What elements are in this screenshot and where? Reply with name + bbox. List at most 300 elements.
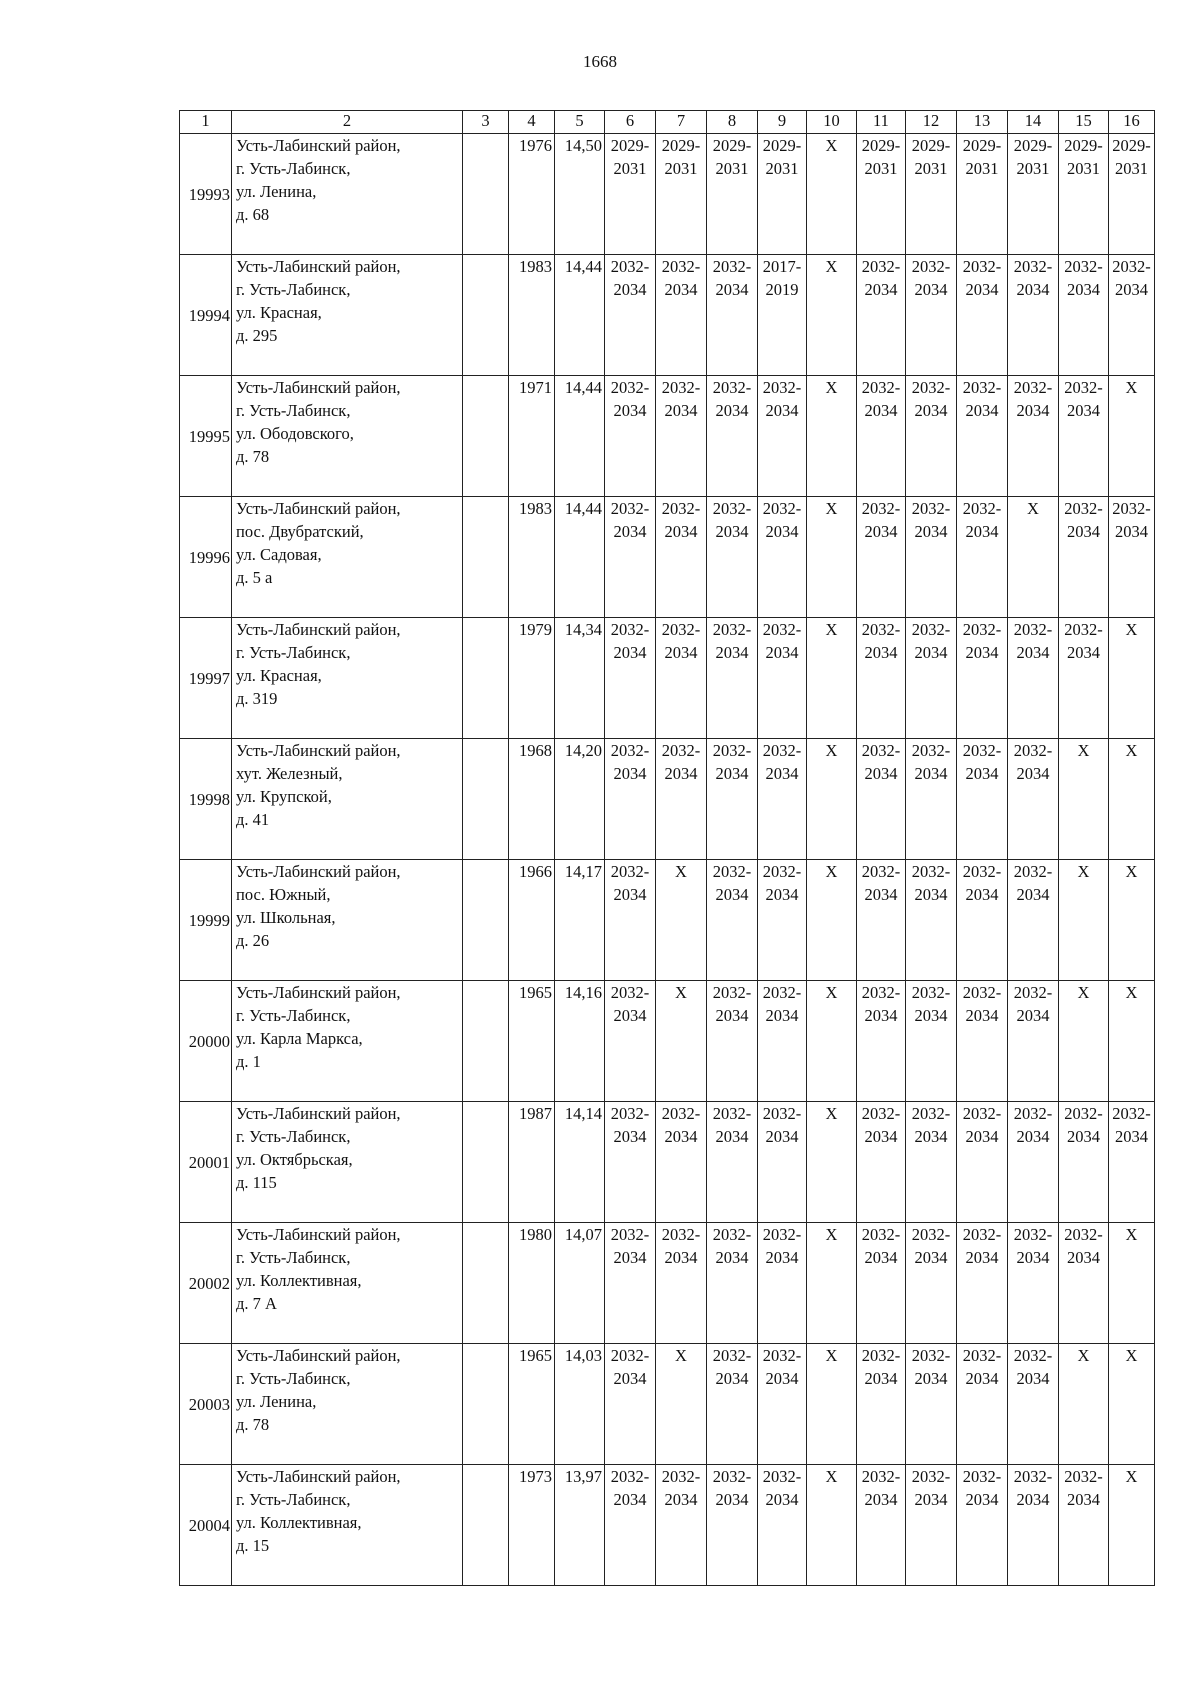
period-cell-col-12 <box>906 134 957 255</box>
period-cell-col-16 <box>1109 739 1155 860</box>
period-cell-col-8 <box>707 1465 758 1586</box>
period-line: 2032- <box>861 983 901 1002</box>
period-cell-col-16 <box>1109 376 1155 497</box>
column-3-cell <box>463 1223 509 1344</box>
period-line: X <box>1125 1346 1138 1365</box>
period-line: 2017- <box>762 257 802 276</box>
period-line: 2034 <box>914 885 948 904</box>
column-header-3: 3 <box>463 111 509 134</box>
address-line: ул. Ленина, <box>236 182 317 201</box>
period-line: 2034 <box>1016 1127 1050 1146</box>
period-line: X <box>825 378 838 397</box>
period-cell-col-11 <box>857 134 906 255</box>
period-line: 2032- <box>1064 1225 1103 1244</box>
period-cell-col-8 <box>707 1102 758 1223</box>
address-line: д. 78 <box>236 1415 270 1434</box>
period-line: 2032- <box>861 862 901 881</box>
row-number: 20004 <box>180 1465 232 1586</box>
column-3-cell <box>463 981 509 1102</box>
address-line: ул. Крупской, <box>236 787 332 806</box>
period-line: 2034 <box>914 1127 948 1146</box>
column-header-4: 4 <box>509 111 555 134</box>
period-cell-col-15 <box>1059 860 1109 981</box>
period-line: 2034 <box>1016 885 1050 904</box>
period-cell-col-16 <box>1109 981 1155 1102</box>
period-line: 2034 <box>613 885 647 904</box>
row-number: 20002 <box>180 1223 232 1344</box>
period-cell-col-7 <box>656 497 707 618</box>
period-line: 2032- <box>1013 257 1053 276</box>
period-line: 2034 <box>715 401 749 420</box>
period-line: 2034 <box>1067 1127 1100 1146</box>
period-line: 2034 <box>864 885 898 904</box>
period-line: X <box>1125 983 1138 1002</box>
address-line: Усть-Лабинский район, <box>236 620 401 639</box>
period-line: 2032- <box>610 1346 650 1365</box>
period-line: 2029- <box>911 136 951 155</box>
period-cell-col-13 <box>957 860 1008 981</box>
period-cell-col-6 <box>605 618 656 739</box>
period-cell-col-16 <box>1109 618 1155 739</box>
row-number: 20001 <box>180 1102 232 1223</box>
address-line: Усть-Лабинский район, <box>236 499 401 518</box>
address-line: Усть-Лабинский район, <box>236 1467 401 1486</box>
period-line: 2034 <box>613 401 647 420</box>
address-line: ул. Садовая, <box>236 545 322 564</box>
year-cell: 1973 <box>509 1465 555 1586</box>
year-cell: 1980 <box>509 1223 555 1344</box>
period-cell-col-11 <box>857 860 906 981</box>
column-header-5: 5 <box>555 111 605 134</box>
year-cell: 1983 <box>509 497 555 618</box>
period-cell-col-9 <box>758 618 807 739</box>
address-cell <box>232 739 463 860</box>
period-cell-col-13 <box>957 618 1008 739</box>
address-line: ул. Школьная, <box>236 908 336 927</box>
period-line: 2034 <box>914 401 948 420</box>
period-line: 2034 <box>864 1490 898 1509</box>
period-line: 2034 <box>765 1490 799 1509</box>
period-cell-col-16 <box>1109 497 1155 618</box>
address-line: Усть-Лабинский район, <box>236 136 401 155</box>
period-line: 2034 <box>1016 1369 1050 1388</box>
period-cell-col-12 <box>906 1465 957 1586</box>
year-cell: 1987 <box>509 1102 555 1223</box>
table-row <box>180 860 1155 981</box>
column-header-16: 16 <box>1109 111 1155 134</box>
period-cell-col-15 <box>1059 376 1109 497</box>
column-3-cell <box>463 739 509 860</box>
period-line: 2031 <box>1115 159 1148 178</box>
period-cell-col-15 <box>1059 1102 1109 1223</box>
period-line: 2032- <box>962 1346 1002 1365</box>
period-line: 2034 <box>864 280 898 299</box>
period-line: 2029- <box>661 136 701 155</box>
period-line: 2032- <box>861 257 901 276</box>
period-line: X <box>1077 1346 1090 1365</box>
period-line: 2032- <box>962 257 1002 276</box>
period-line: 2032- <box>861 741 901 760</box>
address-line: ул. Ленина, <box>236 1392 317 1411</box>
period-cell-col-15 <box>1059 1344 1109 1465</box>
period-line: 2032- <box>1064 499 1103 518</box>
period-line: 2029- <box>762 136 802 155</box>
period-line: 2029- <box>962 136 1002 155</box>
period-line: 2032- <box>861 1225 901 1244</box>
period-cell-col-13 <box>957 1223 1008 1344</box>
period-cell-col-13 <box>957 255 1008 376</box>
address-line: пос. Южный, <box>236 885 331 904</box>
period-cell-col-9 <box>758 1223 807 1344</box>
period-line: 2034 <box>965 885 999 904</box>
address-cell <box>232 1102 463 1223</box>
period-cell-col-8 <box>707 497 758 618</box>
address-line: д. 5 а <box>236 568 273 587</box>
period-line: 2032- <box>1112 257 1151 276</box>
period-cell-col-11 <box>857 1344 906 1465</box>
period-cell-col-7 <box>656 739 707 860</box>
value-cell: 14,20 <box>555 739 605 860</box>
period-line: 2034 <box>765 764 799 783</box>
period-line: 2031 <box>1016 159 1050 178</box>
period-cell-col-8 <box>707 1344 758 1465</box>
row-number: 19996 <box>180 497 232 618</box>
period-line: 2032- <box>1013 983 1053 1002</box>
period-line: 2034 <box>1115 280 1148 299</box>
period-cell-col-6 <box>605 255 656 376</box>
period-line: 2032- <box>861 1104 901 1123</box>
value-cell: 13,97 <box>555 1465 605 1586</box>
year-cell: 1983 <box>509 255 555 376</box>
address-line: д. 41 <box>236 810 270 829</box>
period-line: 2034 <box>715 1127 749 1146</box>
period-cell-col-10 <box>807 1344 857 1465</box>
period-line: 2032- <box>1013 1467 1053 1486</box>
period-line: 2032- <box>610 1467 650 1486</box>
period-cell-col-7 <box>656 255 707 376</box>
column-header-7: 7 <box>656 111 707 134</box>
period-cell-col-8 <box>707 134 758 255</box>
period-cell-col-13 <box>957 1102 1008 1223</box>
address-cell <box>232 1223 463 1344</box>
period-cell-col-7 <box>656 1344 707 1465</box>
period-cell-col-13 <box>957 1465 1008 1586</box>
period-line: 2032- <box>1064 1467 1103 1486</box>
period-line: X <box>1125 1225 1138 1244</box>
period-line: 2032- <box>712 741 752 760</box>
period-cell-col-9 <box>758 1344 807 1465</box>
period-line: 2031 <box>715 159 749 178</box>
period-line: 2032- <box>962 862 1002 881</box>
year-cell: 1979 <box>509 618 555 739</box>
period-cell-col-6 <box>605 1102 656 1223</box>
period-cell-col-11 <box>857 255 906 376</box>
period-line: 2032- <box>911 1225 951 1244</box>
table-row <box>180 1102 1155 1223</box>
address-line: ул. Ободовского, <box>236 424 354 443</box>
period-cell-col-8 <box>707 739 758 860</box>
period-cell-col-9 <box>758 255 807 376</box>
period-line: 2034 <box>1067 1490 1100 1509</box>
period-cell-col-11 <box>857 376 906 497</box>
period-line: 2032- <box>762 620 802 639</box>
period-line: 2034 <box>664 643 698 662</box>
period-cell-col-15 <box>1059 739 1109 860</box>
value-cell: 14,14 <box>555 1102 605 1223</box>
year-cell: 1965 <box>509 1344 555 1465</box>
address-cell <box>232 255 463 376</box>
period-cell-col-9 <box>758 134 807 255</box>
address-cell <box>232 1465 463 1586</box>
period-line: 2032- <box>712 499 752 518</box>
period-line: 2032- <box>762 741 802 760</box>
period-cell-col-10 <box>807 860 857 981</box>
address-line: ул. Коллективная, <box>236 1513 362 1532</box>
period-line: 2032- <box>1013 620 1053 639</box>
period-cell-col-12 <box>906 1223 957 1344</box>
period-line: 2032- <box>1064 620 1103 639</box>
period-cell-col-9 <box>758 376 807 497</box>
value-cell: 14,34 <box>555 618 605 739</box>
period-line: 2034 <box>715 643 749 662</box>
period-line: 2032- <box>1064 378 1103 397</box>
period-cell-col-6 <box>605 134 656 255</box>
address-line: г. Усть-Лабинск, <box>236 1369 351 1388</box>
period-line: 2032- <box>712 620 752 639</box>
column-3-cell <box>463 1102 509 1223</box>
period-line: 2032- <box>962 983 1002 1002</box>
period-line: 2034 <box>715 1490 749 1509</box>
period-line: 2034 <box>864 1248 898 1267</box>
address-cell <box>232 376 463 497</box>
period-line: 2032- <box>962 1104 1002 1123</box>
period-line: 2032- <box>762 378 802 397</box>
row-number: 19994 <box>180 255 232 376</box>
period-line: 2032- <box>861 620 901 639</box>
period-line: 2029- <box>1064 136 1103 155</box>
period-cell-col-7 <box>656 981 707 1102</box>
period-line: 2031 <box>1067 159 1100 178</box>
period-line: 2034 <box>613 1490 647 1509</box>
period-line: 2034 <box>1016 643 1050 662</box>
period-cell-col-13 <box>957 376 1008 497</box>
period-cell-col-6 <box>605 1223 656 1344</box>
period-cell-col-13 <box>957 739 1008 860</box>
period-line: 2032- <box>962 620 1002 639</box>
period-line: 2032- <box>911 1346 951 1365</box>
period-line: X <box>1125 1467 1138 1486</box>
period-line: 2034 <box>965 1369 999 1388</box>
value-cell: 14,03 <box>555 1344 605 1465</box>
period-line: 2034 <box>664 280 698 299</box>
address-line: д. 1 <box>236 1052 261 1071</box>
period-line: 2029- <box>610 136 650 155</box>
period-line: 2034 <box>914 280 948 299</box>
period-cell-col-11 <box>857 1102 906 1223</box>
period-line: 2032- <box>762 1104 802 1123</box>
period-cell-col-12 <box>906 1102 957 1223</box>
period-line: 2032- <box>1013 1346 1053 1365</box>
address-line: пос. Двубратский, <box>236 522 364 541</box>
period-line: 2032- <box>661 378 701 397</box>
period-line: 2032- <box>911 257 951 276</box>
period-line: 2032- <box>762 1346 802 1365</box>
period-line: 2032- <box>1013 378 1053 397</box>
period-line: 2032- <box>911 378 951 397</box>
period-cell-col-13 <box>957 134 1008 255</box>
table-row <box>180 981 1155 1102</box>
period-cell-col-7 <box>656 1223 707 1344</box>
period-cell-col-12 <box>906 981 957 1102</box>
period-line: 2034 <box>965 764 999 783</box>
period-line: 2034 <box>765 885 799 904</box>
table-header <box>180 111 1155 134</box>
period-line: 2029- <box>1013 136 1053 155</box>
column-3-cell <box>463 376 509 497</box>
period-line: 2031 <box>864 159 898 178</box>
period-cell-col-10 <box>807 1465 857 1586</box>
period-line: 2034 <box>1067 401 1100 420</box>
period-line: X <box>1077 983 1090 1002</box>
address-line: г. Усть-Лабинск, <box>236 280 351 299</box>
period-line: X <box>1077 741 1090 760</box>
column-header-11: 11 <box>857 111 906 134</box>
period-line: 2031 <box>914 159 948 178</box>
address-line: д. 7 А <box>236 1294 277 1313</box>
period-line: 2034 <box>914 1369 948 1388</box>
period-cell-col-14 <box>1008 134 1059 255</box>
period-line: 2032- <box>861 499 901 518</box>
value-cell: 14,50 <box>555 134 605 255</box>
period-line: X <box>675 983 687 1002</box>
address-line: д. 295 <box>236 326 278 345</box>
period-line: 2029- <box>861 136 901 155</box>
row-number: 19997 <box>180 618 232 739</box>
period-line: 2034 <box>965 1006 999 1025</box>
period-line: 2032- <box>661 741 701 760</box>
address-line: г. Усть-Лабинск, <box>236 1006 351 1025</box>
period-cell-col-14 <box>1008 618 1059 739</box>
row-number: 19993 <box>180 134 232 255</box>
period-line: 2032- <box>962 378 1002 397</box>
column-3-cell <box>463 497 509 618</box>
row-number: 19999 <box>180 860 232 981</box>
period-cell-col-11 <box>857 1465 906 1586</box>
address-line: д. 26 <box>236 931 270 950</box>
period-line: X <box>825 862 838 881</box>
period-line: 2034 <box>765 1248 799 1267</box>
period-line: 2032- <box>661 1225 701 1244</box>
period-line: 2032- <box>861 1346 901 1365</box>
column-header-6: 6 <box>605 111 656 134</box>
period-line: X <box>1125 741 1138 760</box>
period-cell-col-11 <box>857 1223 906 1344</box>
period-line: 2034 <box>765 1006 799 1025</box>
table-row <box>180 255 1155 376</box>
column-3-cell <box>463 1344 509 1465</box>
period-cell-col-7 <box>656 1102 707 1223</box>
period-line: 2034 <box>864 764 898 783</box>
period-line: 2032- <box>661 1467 701 1486</box>
period-line: 2034 <box>1016 1490 1050 1509</box>
period-line: 2032- <box>610 378 650 397</box>
header-row <box>180 111 1155 134</box>
table-row <box>180 1344 1155 1465</box>
period-line: 2034 <box>1016 1006 1050 1025</box>
value-cell: 14,17 <box>555 860 605 981</box>
period-line: 2034 <box>864 401 898 420</box>
period-cell-col-10 <box>807 1223 857 1344</box>
period-line: 2034 <box>765 643 799 662</box>
period-cell-col-7 <box>656 860 707 981</box>
period-line: 2034 <box>664 1127 698 1146</box>
period-line: 2034 <box>965 643 999 662</box>
period-cell-col-16 <box>1109 1344 1155 1465</box>
period-line: 2034 <box>1016 1248 1050 1267</box>
period-cell-col-14 <box>1008 739 1059 860</box>
period-line: X <box>825 620 838 639</box>
address-line: хут. Железный, <box>236 764 343 783</box>
period-cell-col-14 <box>1008 376 1059 497</box>
address-line: д. 115 <box>236 1173 277 1192</box>
period-cell-col-6 <box>605 497 656 618</box>
period-line: 2034 <box>715 885 749 904</box>
column-3-cell <box>463 860 509 981</box>
period-line: 2032- <box>762 1225 802 1244</box>
period-line: 2034 <box>914 1006 948 1025</box>
period-cell-col-10 <box>807 739 857 860</box>
period-line: 2032- <box>1064 1104 1103 1123</box>
period-line: 2032- <box>911 741 951 760</box>
table-row <box>180 376 1155 497</box>
address-line: Усть-Лабинский район, <box>236 257 401 276</box>
address-line: г. Усть-Лабинск, <box>236 159 351 178</box>
column-3-cell <box>463 618 509 739</box>
address-cell <box>232 497 463 618</box>
period-line: 2034 <box>1016 280 1050 299</box>
address-line: г. Усть-Лабинск, <box>236 1248 351 1267</box>
period-line: 2032- <box>712 1225 752 1244</box>
period-line: 2034 <box>765 522 799 541</box>
period-cell-col-15 <box>1059 497 1109 618</box>
table-row <box>180 618 1155 739</box>
value-cell: 14,07 <box>555 1223 605 1344</box>
period-line: 2029- <box>1112 136 1151 155</box>
address-line: д. 68 <box>236 205 270 224</box>
period-line: 2034 <box>1115 522 1148 541</box>
period-cell-col-10 <box>807 981 857 1102</box>
period-line: 2032- <box>610 983 650 1002</box>
period-line: 2032- <box>962 741 1002 760</box>
period-cell-col-16 <box>1109 255 1155 376</box>
period-line: 2034 <box>664 1490 698 1509</box>
period-cell-col-12 <box>906 860 957 981</box>
period-cell-col-8 <box>707 860 758 981</box>
period-cell-col-14 <box>1008 497 1059 618</box>
page-number: 1668 <box>583 52 617 71</box>
period-cell-col-6 <box>605 1344 656 1465</box>
address-line: г. Усть-Лабинск, <box>236 401 351 420</box>
period-line: 2029- <box>712 136 752 155</box>
period-line: X <box>1027 499 1039 518</box>
period-line: 2034 <box>1016 401 1050 420</box>
address-line: Усть-Лабинский район, <box>236 378 401 397</box>
period-cell-col-15 <box>1059 1465 1109 1586</box>
period-line: 2032- <box>661 620 701 639</box>
period-line: 2034 <box>914 522 948 541</box>
period-line: 2032- <box>1013 741 1053 760</box>
address-cell <box>232 860 463 981</box>
